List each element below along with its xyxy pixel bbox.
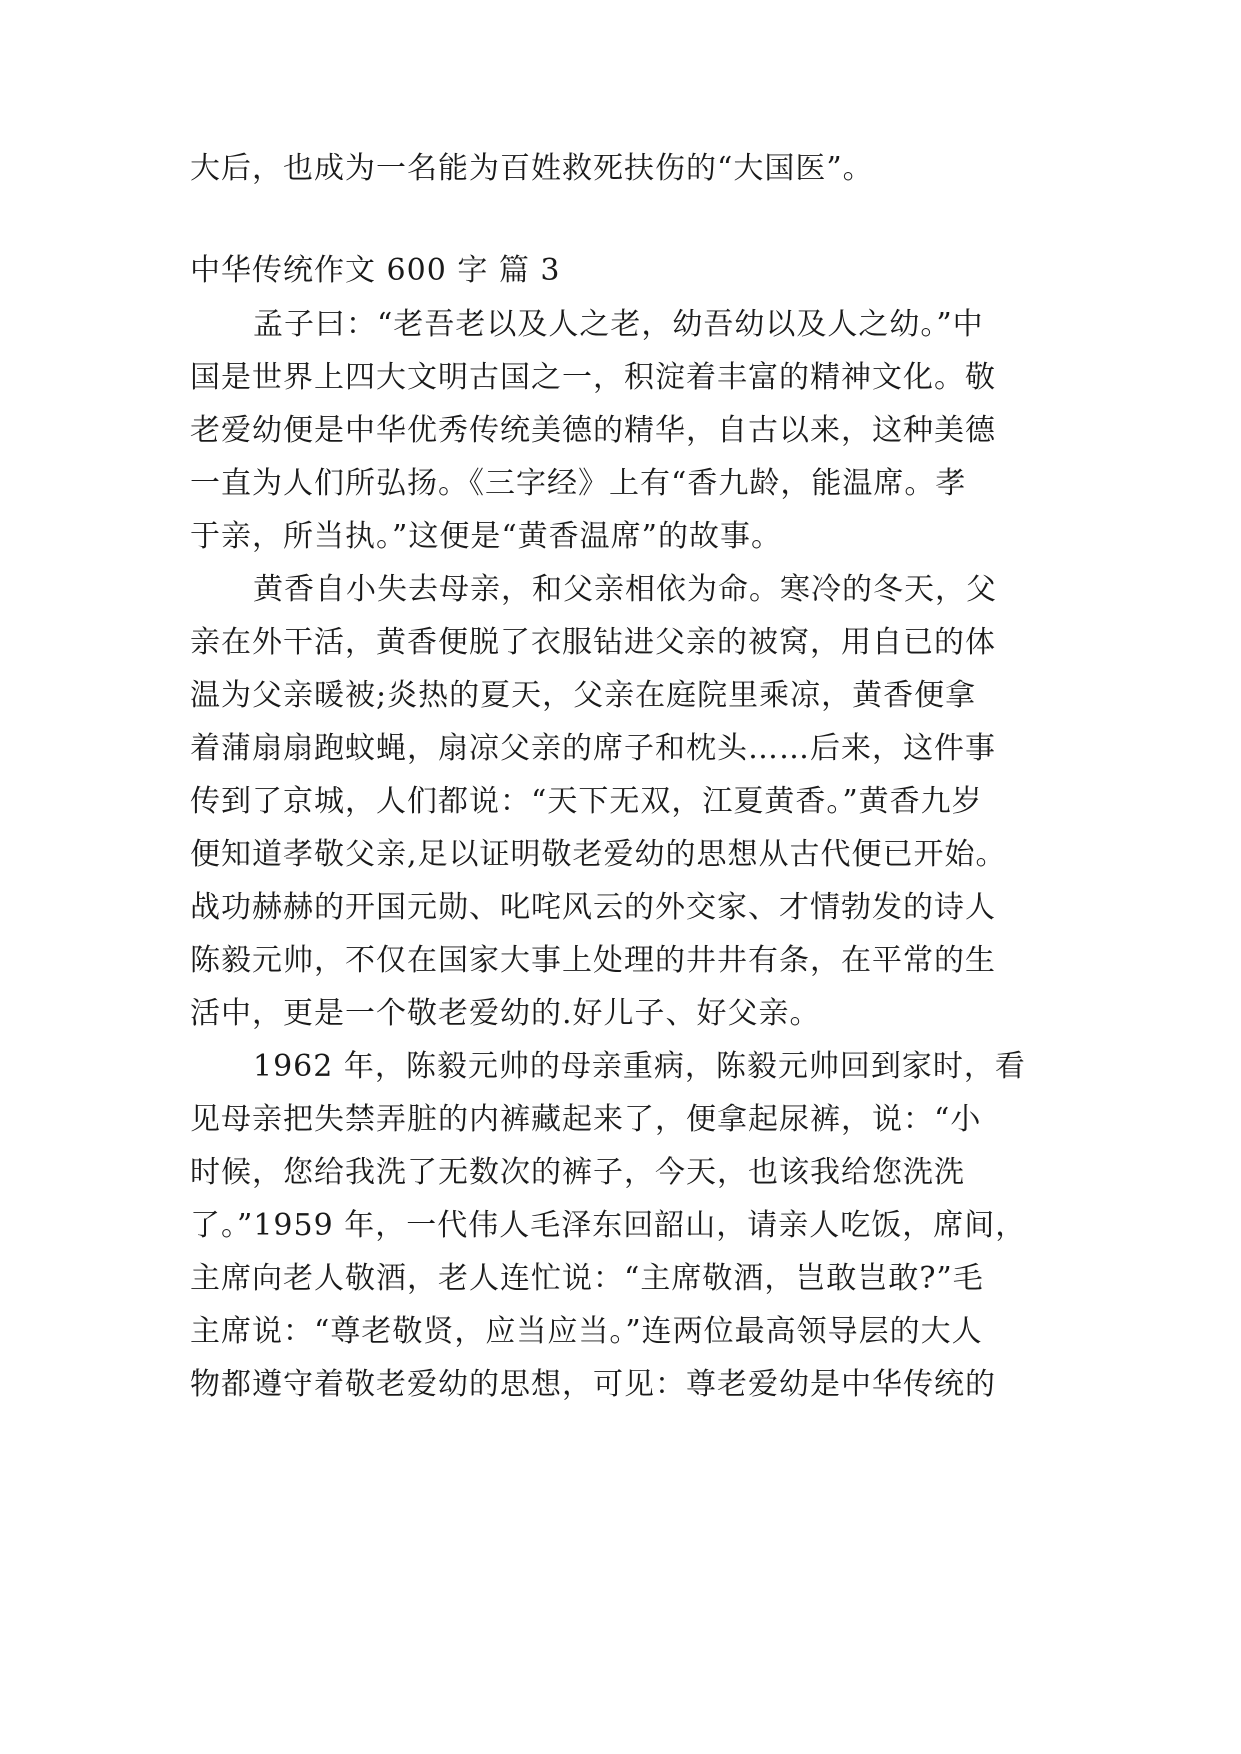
paragraph-line: 时候，您给我洗了无数次的裤子，今天，也该我给您洗洗 [190,1155,965,1190]
paragraph-line: 便知道孝敬父亲,足以证明敬老爱幼的思想从古代便已开始。 [190,837,1007,872]
paragraph-line: 温为父亲暖被;炎热的夏天，父亲在庭院里乘凉，黄香便拿 [190,678,977,713]
paragraph-line: 着蒲扇扇跑蚊蝇，扇凉父亲的席子和枕头……后来，这件事 [190,731,996,766]
paragraph-line: 亲在外干活，黄香便脱了衣服钻进父亲的被窝，用自已的体 [190,625,996,660]
paragraph-line: 活中，更是一个敬老爱幼的.好儿子、好父亲。 [190,996,821,1031]
paragraph-line: 老爱幼便是中华优秀传统美德的精华，自古以来，这种美德 [190,413,996,448]
paragraph-line: 于亲，所当执。”这便是“黄香温席”的故事。 [190,519,783,554]
paragraph-line: 传到了京城，人们都说：“天下无双，江夏黄香。”黄香九岁 [190,784,983,819]
paragraph-line: 孟子曰：“老吾老以及人之老，幼吾幼以及人之幼。”中 [253,307,984,342]
previous-paragraph-end: 大后，也成为一名能为百姓救死扶伤的“大国医”。 [190,151,874,186]
paragraph-line: 国是世界上四大文明古国之一，积淀着丰富的精神文化。敬 [190,360,996,395]
paragraph-line: 主席说：“尊老敬贤，应当应当。”连两位最高领导层的大人 [190,1314,983,1349]
paragraph-line: 黄香自小失去母亲，和父亲相依为命。寒冷的冬天，父 [253,572,997,607]
paragraph-line: 战功赫赫的开国元勋、叱咤风云的外交家、才情勃发的诗人 [190,890,996,925]
paragraph-line: 1962 年，陈毅元帅的母亲重病，陈毅元帅回到家时，看 [253,1049,1026,1084]
paragraph-line: 主席向老人敬酒，老人连忙说：“主席敬酒，岂敢岂敢?”毛 [190,1261,984,1296]
paragraph-line: 了。”1959 年，一代伟人毛泽东回韶山，请亲人吃饭，席间， [190,1208,1027,1243]
paragraph-line: 陈毅元帅，不仅在国家大事上处理的井井有条，在平常的生 [190,943,996,978]
paragraph-line: 见母亲把失禁弄脏的内裤藏起来了，便拿起尿裤，说：“小 [190,1102,982,1137]
section-title: 中华传统作文 600 字 篇 3 [190,253,561,288]
paragraph-line: 一直为人们所弘扬。《三字经》上有“香九龄，能温席。孝 [190,466,967,501]
paragraph-line: 物都遵守着敬老爱幼的思想，可见：尊老爱幼是中华传统的 [190,1367,996,1402]
